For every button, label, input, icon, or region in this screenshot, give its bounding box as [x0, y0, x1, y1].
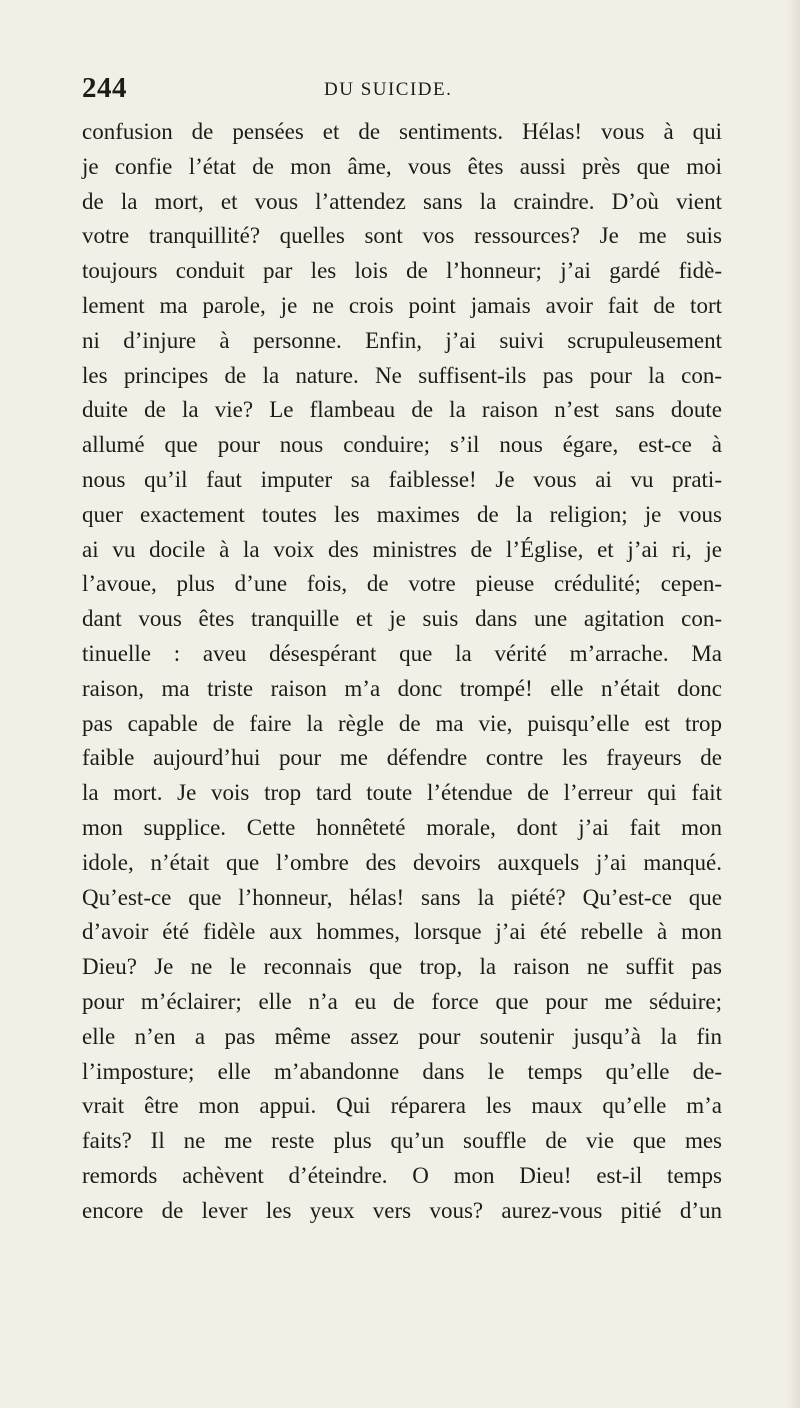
text-line: mon supplice. Cette honnêteté morale, dont j’ai fait mon: [82, 814, 722, 840]
text-line: allumé que pour nous conduire; s’il nous égare, est-ce à: [82, 432, 722, 458]
text-line: Dieu? Je ne le reconnais que trop, la raison ne suffit pas: [82, 954, 722, 980]
text-line: l’avoue, plus d’une fois, de votre pieuse crédulité; cepen-: [82, 571, 722, 597]
text-line: Qu’est-ce que l’honneur, hélas! sans la piété? Qu’est-ce que: [82, 884, 722, 910]
text-line: tinuelle : aveu désespérant que la vérité m’arrache. Ma: [82, 640, 722, 666]
text-line: votre tranquillité? quelles sont vos ressources? Je me suis: [82, 223, 722, 249]
text-line: remords achèvent d’éteindre. O mon Dieu! est-il temps: [82, 1162, 722, 1188]
text-line: je confie l’état de mon âme, vous êtes aussi près que moi: [82, 153, 722, 179]
text-line: elle n’en a pas même assez pour soutenir jusqu’à la fin: [82, 1023, 722, 1049]
running-head: DU SUICIDE.: [324, 79, 453, 100]
page-edge-shadow: [786, 0, 800, 1408]
page-number: 244: [82, 72, 127, 104]
text-line: dant vous êtes tranquille et je suis dans une agitation con-: [82, 606, 722, 632]
text-line: ai vu docile à la voix des ministres de l’Église, et j’ai ri, je: [82, 536, 722, 562]
text-line: quer exactement toutes les maximes de la religion; je vous: [82, 501, 722, 527]
text-line: ni d’injure à personne. Enfin, j’ai suivi scrupuleusement: [82, 327, 722, 353]
text-line: les principes de la nature. Ne suffisent-ils pas pour la con-: [82, 362, 722, 388]
text-line: pour m’éclairer; elle n’a eu de force que pour me séduire;: [82, 988, 722, 1014]
text-line: de la mort, et vous l’attendez sans la craindre. D’où vient: [82, 188, 722, 214]
page-header: [82, 72, 722, 112]
text-line: pas capable de faire la règle de ma vie, puisqu’elle est trop: [82, 710, 722, 736]
text-line: lement ma parole, je ne crois point jamais avoir fait de tort: [82, 292, 722, 318]
text-line: l’imposture; elle m’abandonne dans le temps qu’elle de-: [82, 1058, 722, 1084]
text-line: idole, n’était que l’ombre des devoirs auxquels j’ai manqué.: [82, 849, 722, 875]
text-line: nous qu’il faut imputer sa faiblesse! Je vous ai vu prati-: [82, 466, 722, 492]
body-text: [82, 115, 722, 1229]
text-line: la mort. Je vois trop tard toute l’étendue de l’erreur qui fait: [82, 780, 722, 806]
text-line: duite de la vie? Le flambeau de la raison n’est sans doute: [82, 397, 722, 423]
text-line: raison, ma triste raison m’a donc trompé! elle n’était donc: [82, 675, 722, 701]
text-line: faits? Il ne me reste plus qu’un souffle de vie que mes: [82, 1128, 722, 1154]
text-line: encore de lever les yeux vers vous? aurez-vous pitié d’un: [82, 1197, 722, 1223]
text-line: vrait être mon appui. Qui réparera les maux qu’elle m’a: [82, 1093, 722, 1119]
text-line: faible aujourd’hui pour me défendre contre les frayeurs de: [82, 745, 722, 771]
text-line: toujours conduit par les lois de l’honneur; j’ai gardé fidè-: [82, 258, 722, 284]
text-line: confusion de pensées et de sentiments. Hélas! vous à qui: [82, 119, 722, 144]
text-line: d’avoir été fidèle aux hommes, lorsque j’ai été rebelle à mon: [82, 919, 722, 945]
